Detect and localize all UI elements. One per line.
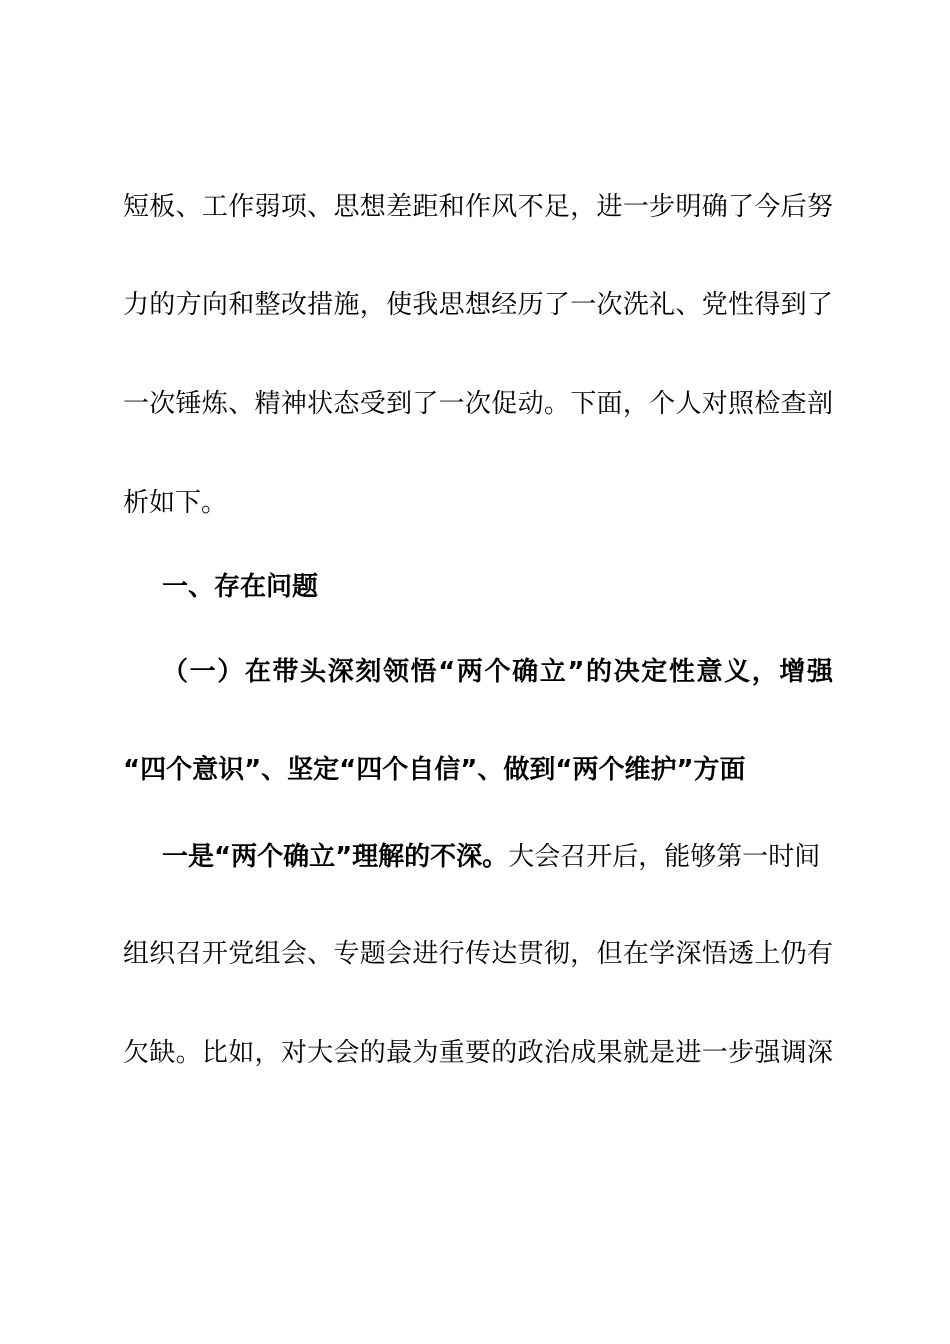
intro-line-4: 析如下。 [123, 488, 228, 518]
point-bold-lead: 一是“两个确立”理解的不深。 [162, 842, 509, 872]
body-line-2: 欠缺。比如，对大会的最为重要的政治成果就是进一步强调深 [123, 1038, 833, 1068]
intro-line-3: 一次锤炼、精神状态受到了一次促动。下面，个人对照检查剖 [123, 389, 833, 419]
point-paragraph-first-line [162, 840, 833, 874]
body-line-1: 组织召开党组会、专题会进行传达贯彻，但在学深悟透上仍有 [123, 939, 833, 969]
subheading-line-2: “四个意识”、坚定“四个自信”、做到“两个维护”方面 [123, 755, 746, 785]
subheading-line-1: （一）在带头深刻领悟“两个确立”的决定性意义，增强 [162, 657, 833, 687]
point-text: 大会召开后，能够第一时间 [508, 842, 821, 872]
intro-line-1: 短板、工作弱项、思想差距和作风不足，进一步明确了今后努 [123, 192, 833, 222]
intro-line-2: 力的方向和整改措施，使我思想经历了一次洗礼、党性得到了 [123, 290, 833, 320]
section-heading: 一、存在问题 [162, 572, 319, 602]
